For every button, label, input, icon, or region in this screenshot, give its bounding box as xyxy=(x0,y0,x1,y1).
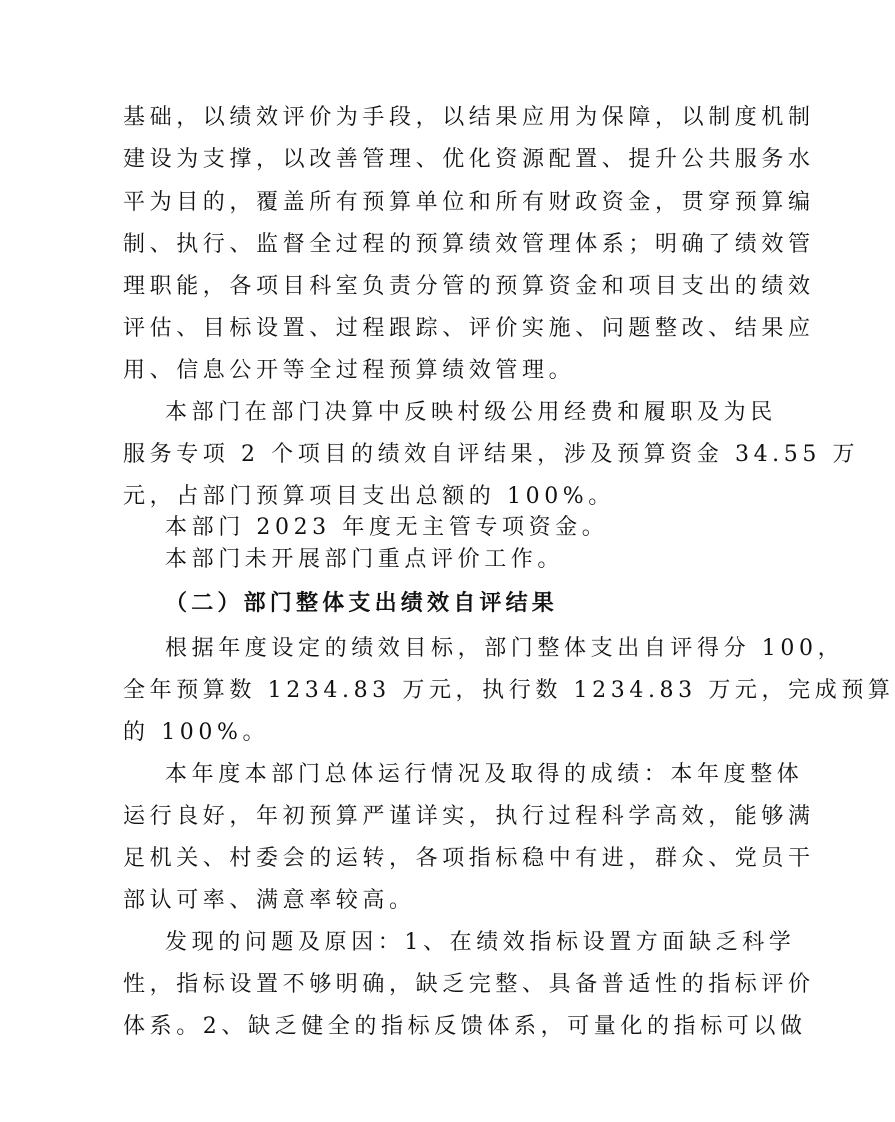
paragraph-start: 本部门未开展部门重点评价工作。 xyxy=(165,547,565,572)
paragraph-start: 本部门 2023 年度无主管专项资金。 xyxy=(165,515,609,540)
text-line: 建设为支撑，以改善管理、优化资源配置、提升公共服务水 xyxy=(123,147,815,172)
text-line: 的 100%。 xyxy=(123,720,270,745)
paragraph-start: 本年度本部门总体运行情况及取得的成绩：本年度整体 xyxy=(165,762,804,787)
text-line: 服务专项 2 个项目的绩效自评结果，涉及预算资金 34.55 万 xyxy=(123,442,860,467)
text-line: 评估、目标设置、过程跟踪、评价实施、问题整改、结果应 xyxy=(123,316,815,341)
text-line: 元，占部门预算项目支出总额的 100%。 xyxy=(123,484,615,509)
text-line: 制、执行、监督全过程的预算绩效管理体系；明确了绩效管 xyxy=(123,232,815,257)
text-line: 运行良好，年初预算严谨详实，执行过程科学高效，能够满 xyxy=(123,804,815,829)
paragraph-start: 本部门在部门决算中反映村级公用经费和履职及为民 xyxy=(165,400,777,425)
text-line: 理职能，各项目科室负责分管的预算资金和项目支出的绩效 xyxy=(123,274,815,299)
text-line: 基础，以绩效评价为手段，以结果应用为保障，以制度机制 xyxy=(123,105,815,130)
text-line: 部认可率、满意率较高。 xyxy=(123,888,416,913)
text-line: 足机关、村委会的运转，各项指标稳中有进，群众、党员干 xyxy=(123,846,815,871)
text-line: 全年预算数 1234.83 万元，执行数 1234.83 万元，完成预算 xyxy=(123,678,895,703)
text-line: 平为目的，覆盖所有预算单位和所有财政资金，贯穿预算编 xyxy=(123,190,815,215)
section-heading: （二）部门整体支出绩效自评结果 xyxy=(165,590,559,616)
paragraph-start: 发现的问题及原因：1、在绩效指标设置方面缺乏科学 xyxy=(165,930,796,955)
paragraph-start: 根据年度设定的绩效目标，部门整体支出自评得分 100， xyxy=(165,636,845,661)
text-line: 用、信息公开等全过程预算绩效管理。 xyxy=(123,358,576,383)
text-line: 体系。2、缺乏健全的指标反馈体系，可量化的指标可以做 xyxy=(123,1014,807,1039)
text-line: 性，指标设置不够明确，缺乏完整、具备普适性的指标评价 xyxy=(123,972,815,997)
